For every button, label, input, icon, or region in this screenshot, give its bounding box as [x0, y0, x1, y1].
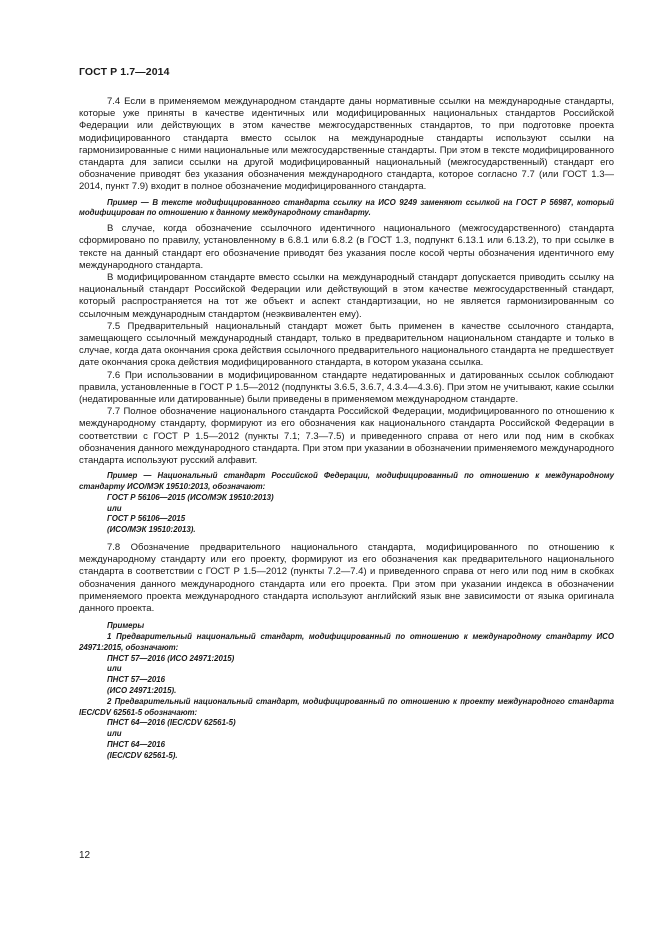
paragraph-7-7: 7.7 Полное обозначение национального стандарта Российской Федерации, модифицированного по отношению к международному стандарту, формируют из его обозначения как национального стандарта Российской Федерации в соответствии с ГОСТ Р 1.5—2012 (пункты 7.1; 7.3—7.5) и приведенного справа от него или под ним в скобках обозначения данного международного стандарта. При этом при указании в обозначении применяемого международного стандарта используют русский алфавит.	[79, 406, 614, 467]
example-7-4: Пример — В тексте модифицированного стандарта ссылку на ИСО 9249 заменяют ссылкой на ГОСТ Р 56987, который модифицирован по отношению к данному международному стандарту.	[79, 197, 614, 218]
document-header: ГОСТ Р 1.7—2014	[79, 66, 170, 78]
paragraph-7-6: 7.6 При использовании в модифицированном стандарте недатированных и датированных ссылок соблюдают правила, установленные в ГОСТ Р 1.5—2012 (подпункты 3.6.5, 3.6.7, 4.3.4—4.3.6). При этом не учитывают, какие ссылки (недатированные или датированные) были приведены в применяемом международном стандарте.	[79, 369, 614, 406]
paragraph-7-4-nonequivalent: В модифицированном стандарте вместо ссылки на международный стандарт допускается приводить ссылку на национальный стандарт Российской Федерации или действующий в этом качестве межгосударственный стандарт, который распространяется на тот же объект и аспект стандартизации, но не является гармонизированным со ссылочным международным стандартом (неэквивалентен ему).	[79, 272, 614, 320]
example-7-7-line: ГОСТ Р 56106—2015 (ИСО/МЭК 19510:2013)	[107, 492, 274, 502]
example-7-8-1-line: (ИСО 24971:2015).	[107, 686, 177, 696]
example-7-7-line: или	[107, 503, 122, 513]
example-7-8-2-line: ПНСТ 64—2016	[107, 740, 166, 750]
paragraph-7-8: 7.8 Обозначение предварительного национального стандарта, модифицированного по отношению к международному стандарту или его проекту, формируют из его обозначения как предварительного национального стандарта в соответствии с ГОСТ Р 1.5—2012 (пункты 7.2—7.4) и приведенного справа от него или под ним в скобках обозначения данного международного стандарта или его проекта. При этом при указании индекса в обозначении применяемого проекта международного стандарта используют английский язык вне зависимости от языка оригинала данного проекта.	[79, 542, 614, 615]
example-7-8-1-line: ПНСТ 57—2016 (ИСО 24971:2015)	[107, 653, 235, 663]
page-number: 12	[79, 850, 91, 861]
example-7-8-1-line: или	[107, 664, 122, 674]
example-7-8-2-line: ПНСТ 64—2016 (IEC/CDV 62561-5)	[107, 718, 236, 728]
example-7-8-2: 2 Предварительный национальный стандарт, модифицированный по отношению к проекту международного стандарта IEC/CDV 62561-5 обозначают:	[79, 696, 614, 717]
examples-heading: Примеры	[107, 621, 145, 631]
example-7-8-1-line: ПНСТ 57—2016	[107, 675, 166, 685]
example-7-7-line: (ИСО/МЭК 19510:2013).	[107, 525, 196, 535]
example-7-7-line: ГОСТ Р 56106—2015	[107, 514, 186, 524]
paragraph-7-4-reference-rule: В случае, когда обозначение ссылочного идентичного национального (межгосударственного) стандарта сформировано по правилу, установленному в 6.8.1 или 6.8.2 (в ГОСТ 1.3, подпункт 6.13.1 или 6.13.2), то при ссылке в тексте на данный стандарт его обозначение приводят без указания после косой черты обозначения идентичного ему международного стандарта.	[79, 223, 614, 271]
example-7-7: Пример — Национальный стандарт Российской Федерации, модифицированный по отношению к международному стандарту ИСО/МЭК 19510:2013, обозначают:	[79, 471, 614, 492]
example-7-8-2-line: (IEC/CDV 62561-5).	[107, 750, 178, 760]
document-body	[79, 96, 614, 762]
paragraph-7-4: 7.4 Если в применяемом международном стандарте даны нормативные ссылки на международные стандарты, которые уже приняты в качестве идентичных или модифицированных национальных стандартов Российской Федерации или действующих в этом качестве межгосударственных стандартов, то при подготовке проекта модифицированного стандарта вместо ссылок на международные стандарты используют ссылки на гармонизированные с ними национальные или межгосударственные стандарты. При этом в тексте модифицированного стандарта для записи ссылки на другой модифицированный национальный (межгосударственный) стандарт его обозначение приводят без указания обозначения международного стандарта, которое согласно 7.7 (или ГОСТ 1.3—2014, пункт 7.9) входит в полное обозначение модифицированного стандарта.	[79, 96, 614, 193]
example-7-8-1: 1 Предварительный национальный стандарт, модифицированный по отношению к международному стандарту ИСО 24971:2015, обозначают:	[79, 632, 614, 652]
example-7-8-2-line: или	[107, 729, 122, 739]
paragraph-7-5: 7.5 Предварительный национальный стандарт может быть применен в качестве ссылочного стандарта, замещающего ссылочный международный стандарт, только в предварительном национальном стандарте и только в случае, когда дата окончания срока действия ссылочного предварительного национального стандарта не предшествует дате окончания срока действия модифицированного стандарта, в котором указана ссылка.	[79, 320, 614, 369]
